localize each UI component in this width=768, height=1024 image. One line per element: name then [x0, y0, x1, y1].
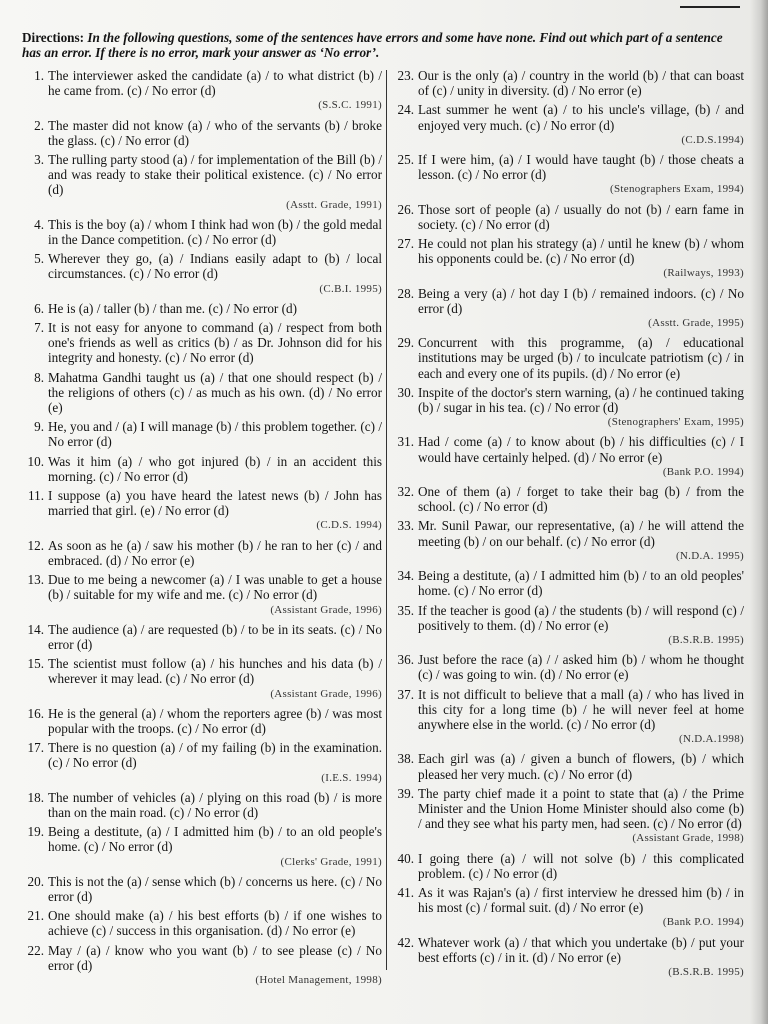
question-number: 33. — [397, 518, 414, 534]
question-number: 20. — [27, 873, 44, 889]
question-source: (B.S.R.B. 1995) — [668, 965, 744, 978]
question-text: Those sort of people (a) / usually do not (b) / earn fame in society. (c) / No error (d) — [418, 201, 744, 232]
question-text: There is no question (a) / of my failing (b) in the examination. (c) / No error (d) — [48, 740, 382, 771]
question-source: (Assistant Grade, 1998) — [632, 832, 744, 845]
question-number: 29. — [397, 335, 414, 351]
question-item — [22, 68, 382, 114]
question-number: 23. — [397, 68, 414, 83]
question-item — [22, 152, 382, 213]
question-source: (Stenographers Exam, 1994) — [610, 183, 744, 196]
question-item — [392, 518, 744, 564]
question-text: As soon as he (a) / saw his mother (b) / he ran to her (c) / and embraced. (d) / No error (e) — [48, 537, 382, 568]
question-text: Due to me being a newcomer (a) / I was unable to get a house (b) / suitable for my wife and me. (c) / No error (d) — [48, 572, 382, 603]
question-text: Being a destitute, (a) / I admitted him (b) / to an old peoples' home. (c) / No error (d) — [418, 568, 744, 599]
question-item — [22, 706, 382, 736]
page-edge-shadow — [750, 0, 768, 1024]
question-source: (C.D.S.1994) — [681, 133, 744, 146]
question-text: Our is the only (a) / country in the world (b) / that can boast of (c) / unity in diversity. (d) / No error (e) — [418, 68, 744, 99]
question-text: Concurrent with this programme, (a) / educational institutions may be urged (b) / to inculcate patriotism (c) / in each and every one of its pupils. (d) / No error (e) — [418, 335, 744, 381]
question-text: The party chief made it a point to state that (a) / the Prime Minister and the Union Home Minister should also come (b) / and they see what his party men, had seen. (c) / No error (d) — [418, 785, 744, 832]
question-text: Inspite of the doctor's stern warning, (a) / he continued taking (b) / sugar in his tea. (c) / No error (d) — [418, 384, 744, 416]
question-source: (C.B.I. 1995) — [319, 282, 382, 295]
top-rule — [680, 6, 740, 8]
question-number: 31. — [397, 434, 414, 450]
question-number: 5. — [34, 251, 44, 267]
question-item — [392, 434, 744, 480]
question-text: Being a destitute, (a) / I admitted him (b) / to an old people's home. (c) / No error (d) — [48, 824, 382, 855]
question-item — [392, 568, 744, 598]
question-item — [22, 538, 382, 568]
question-number: 21. — [27, 908, 44, 924]
question-text: As it was Rajan's (a) / first interview he dressed him (b) / in his most (c) / formal suit. (d) / No error (e) — [418, 884, 744, 916]
question-text: Was it him (a) / who got injured (b) / in an accident this morning. (c) / No error (d) — [48, 453, 382, 484]
column-divider — [386, 70, 387, 970]
question-source: (N.D.A. 1995) — [675, 549, 744, 562]
question-text: If the teacher is good (a) / the students (b) / will respond (c) / positively to them. (d) / No error (e) — [418, 602, 744, 633]
question-item — [22, 488, 382, 534]
question-number: 28. — [397, 285, 414, 301]
question-source: (Clerks' Grade, 1991) — [280, 855, 382, 868]
question-item — [22, 320, 382, 366]
question-text: He could not plan his strategy (a) / until he knew (b) / whom his opponents could be. (c) / No error (d) — [418, 236, 744, 267]
directions-text: In the following questions, some of the sentences have errors and some have none. Find out which part of a sentence has an error. If there is no error, mark your answer as ‘No error’. — [22, 30, 723, 60]
question-number: 27. — [397, 236, 414, 252]
question-number: 30. — [397, 384, 414, 400]
question-number: 9. — [34, 419, 44, 435]
question-item — [392, 385, 744, 431]
question-item — [22, 908, 382, 938]
question-item — [392, 687, 744, 748]
question-text: Mahatma Gandhi taught us (a) / that one should respect (b) / the religions of others (c) / as much as his own. (d) / No error (e) — [48, 369, 382, 416]
question-source: (I.E.S. 1994) — [321, 771, 382, 784]
left-column — [22, 68, 382, 1014]
question-item — [392, 236, 744, 282]
question-source: (Asstt. Grade, 1991) — [286, 198, 382, 211]
question-number: 40. — [397, 850, 414, 866]
question-source: (Stenographers' Exam, 1995) — [607, 416, 744, 429]
question-source: (Bank P.O. 1994) — [662, 916, 744, 929]
question-item — [392, 851, 744, 881]
question-item — [392, 68, 744, 98]
question-number: 42. — [397, 934, 414, 950]
question-source: (S.S.C. 1991) — [318, 99, 382, 112]
question-item — [22, 622, 382, 652]
question-item — [22, 370, 382, 416]
question-text: Being a very (a) / hot day I (b) / remained indoors. (c) / No error (d) — [418, 285, 744, 316]
question-number: 26. — [397, 201, 414, 217]
question-text: One should make (a) / his best efforts (b) / if one wishes to achieve (c) / success in this organisation. (d) / No error (e) — [48, 908, 382, 939]
question-text: Each girl was (a) / given a bunch of flowers, (b) / which pleased her very much. (c) / No error (d) — [418, 751, 744, 782]
question-text: He is (a) / taller (b) / than me. (c) / No error (d) — [48, 300, 297, 316]
question-text: The master did not know (a) / who of the servants (b) / broke the glass. (c) / No error (d) — [48, 117, 382, 148]
question-number: 11. — [28, 488, 44, 504]
directions-label: Directions: — [22, 30, 85, 45]
question-source: (Assistant Grade, 1996) — [270, 687, 382, 700]
question-number: 7. — [34, 320, 44, 336]
question-item — [392, 786, 744, 847]
question-item — [22, 790, 382, 820]
question-text: The interviewer asked the candidate (a) / to what district (b) / he came from. (c) / No error (d) — [48, 68, 382, 99]
question-source: (B.S.R.B. 1995) — [668, 633, 744, 646]
question-text: Just before the race (a) / / asked him (b) / whom he thought (c) / was going to win. (d) / No error (e) — [418, 652, 744, 683]
question-number: 2. — [34, 117, 44, 133]
question-item — [392, 152, 744, 198]
question-item — [392, 652, 744, 682]
question-number: 41. — [397, 884, 414, 900]
question-number: 38. — [397, 751, 414, 767]
question-item — [392, 335, 744, 381]
question-item — [22, 301, 382, 316]
question-item — [392, 202, 744, 232]
question-text: He, you and / (a) I will manage (b) / this problem together. (c) / No error (d) — [48, 419, 382, 450]
question-text: The audience (a) / are requested (b) / to be in its seats. (c) / No error (d) — [48, 621, 382, 652]
question-item — [22, 656, 382, 702]
question-item — [22, 419, 382, 449]
question-text: I going there (a) / will not solve (b) / this complicated problem. (c) / No error (d) — [418, 850, 744, 881]
question-number: 36. — [397, 652, 414, 668]
question-item — [22, 251, 382, 297]
question-number: 8. — [34, 369, 44, 385]
question-source: (Asstt. Grade, 1995) — [648, 317, 744, 330]
question-number: 22. — [27, 942, 44, 958]
question-item — [392, 603, 744, 649]
question-item — [22, 874, 382, 904]
question-item — [392, 102, 744, 148]
question-number: 3. — [34, 152, 44, 168]
directions-block — [22, 30, 744, 60]
question-number: 24. — [397, 102, 414, 118]
question-item — [392, 286, 744, 332]
question-item — [22, 454, 382, 484]
question-number: 12. — [27, 537, 44, 553]
question-number: 13. — [27, 572, 44, 588]
question-item — [392, 885, 744, 931]
question-text: Whatever work (a) / that which you undertake (b) / put your best efforts (c) / in it. (d) / No error (e) — [418, 934, 744, 965]
question-number: 4. — [34, 216, 44, 232]
right-column — [392, 68, 744, 1014]
question-text: He is the general (a) / whom the reporters agree (b) / was most popular with the troops. (c) / No error (d) — [48, 705, 382, 736]
question-number: 16. — [27, 705, 44, 721]
question-item — [392, 484, 744, 514]
question-number: 14. — [27, 621, 44, 637]
question-number: 18. — [27, 789, 44, 805]
question-item — [22, 217, 382, 247]
question-text: Mr. Sunil Pawar, our representative, (a) / he will attend the meeting (b) / on our behalf. (c) / No error (d) — [418, 518, 744, 549]
question-text: The number of vehicles (a) / plying on this road (b) / is more than on the main road. (c) / No error (d) — [48, 789, 382, 820]
question-source: (C.D.S. 1994) — [316, 519, 382, 532]
question-number: 6. — [34, 300, 44, 316]
question-number: 32. — [397, 484, 414, 500]
question-source: (Assistant Grade, 1996) — [270, 603, 382, 616]
question-text: This is the boy (a) / whom I think had won (b) / the gold medal in the Dance competition. (c) / No error (d) — [48, 216, 382, 248]
question-number: 37. — [397, 686, 414, 702]
question-item — [22, 118, 382, 148]
question-number: 1. — [34, 68, 44, 83]
question-text: May / (a) / know who you want (b) / to see please (c) / No error (d) — [48, 942, 382, 973]
question-number: 39. — [397, 785, 414, 801]
question-text: Had / come (a) / to know about (b) / his difficulties (c) / I would have certainly helped. (d) / No error (e) — [418, 434, 744, 465]
question-text: Wherever they go, (a) / Indians easily adapt to (b) / local circumstances. (c) / No error (d) — [48, 251, 382, 282]
question-text: The scientist must follow (a) / his hunches and his data (b) / wherever it may lead. (c) / No error (d) — [48, 656, 382, 687]
question-text: This is not the (a) / sense which (b) / concerns us here. (c) / No error (d) — [48, 873, 382, 904]
question-source: (Bank P.O. 1994) — [662, 465, 744, 478]
question-text: I suppose (a) you have heard the latest news (b) / John has married that girl. (e) / No error (d) — [48, 488, 382, 519]
question-item — [392, 935, 744, 981]
question-number: 17. — [27, 740, 44, 756]
question-text: It is not difficult to believe that a mall (a) / who has lived in this city for a long time (b) / he will never feel at home anywhere else in the world. (c) / No error (d) — [418, 686, 744, 732]
question-text: It is not easy for anyone to command (a) / respect from both one's friends as well as critics (b) / as Dr. Johnson did for his integrity and honesty. (c) / No error (d) — [48, 320, 382, 366]
question-source: (Railways, 1993) — [663, 267, 744, 280]
question-source: (N.D.A.1998) — [678, 733, 744, 746]
question-item — [22, 943, 382, 989]
question-number: 35. — [397, 602, 414, 618]
question-text: One of them (a) / forget to take their bag (b) / from the school. (c) / No error (d) — [418, 484, 744, 515]
question-number: 10. — [27, 453, 44, 469]
question-item — [22, 572, 382, 618]
question-text: If I were him, (a) / I would have taught (b) / those cheats a lesson. (c) / No error (d) — [418, 152, 744, 183]
question-item — [392, 751, 744, 781]
question-item — [22, 824, 382, 870]
question-number: 19. — [27, 824, 44, 840]
question-item — [22, 740, 382, 786]
question-text: The rulling party stood (a) / for implementation of the Bill (b) / and was ready to stake their political existence. (c) / No error (d) — [48, 152, 382, 198]
question-number: 34. — [397, 568, 414, 584]
question-text: Last summer he went (a) / to his uncle's village, (b) / and enjoyed very much. (c) / No error (d) — [418, 102, 744, 133]
question-number: 15. — [27, 656, 44, 672]
question-source: (Hotel Management, 1998) — [255, 973, 382, 986]
question-number: 25. — [397, 152, 414, 168]
